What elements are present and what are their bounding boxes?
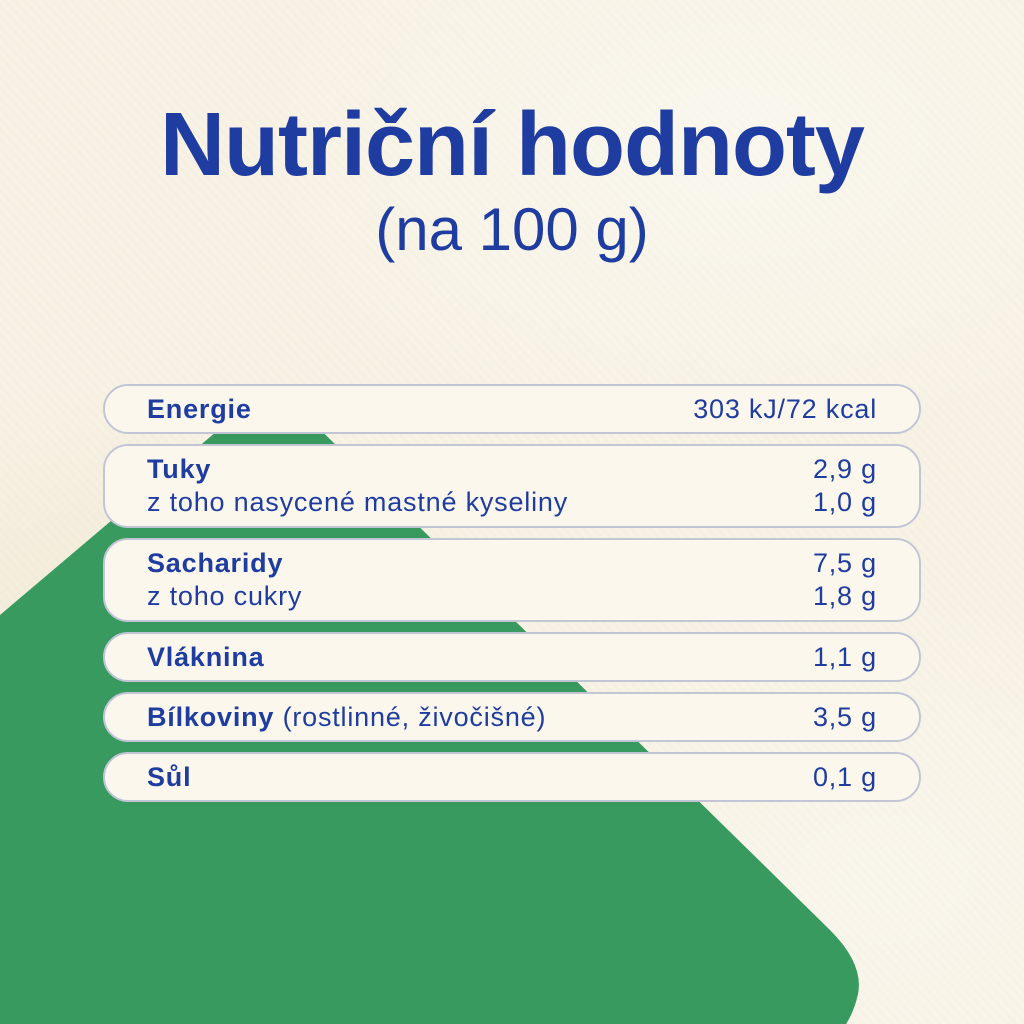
row-label: Bílkoviny	[147, 701, 275, 732]
row-sub-value: 1,8 g	[812, 581, 877, 611]
row-line	[147, 761, 877, 794]
row-label: Energie	[147, 393, 252, 424]
row-sub-label: z toho cukry	[147, 581, 303, 611]
row-subline	[147, 486, 877, 519]
row-line	[147, 701, 877, 734]
row-line	[147, 453, 877, 486]
row-value: 3,5 g	[812, 701, 877, 732]
row-label: Vláknina	[147, 641, 265, 672]
row-sub-label: z toho nasycené mastné kyseliny	[147, 487, 569, 517]
row-label: Sacharidy	[147, 548, 284, 578]
row-label-group	[147, 701, 546, 734]
row-line	[147, 393, 877, 426]
row-subline	[147, 580, 877, 613]
row-value: 1,1 g	[812, 641, 877, 672]
row-label-note: (rostlinné, živočišné)	[282, 701, 547, 732]
table-row-tuky	[103, 444, 921, 528]
table-row-sacharidy	[103, 538, 921, 622]
row-value: 2,9 g	[812, 454, 877, 484]
row-label: Tuky	[147, 454, 212, 484]
table-row-energie	[103, 384, 921, 434]
row-value: 0,1 g	[812, 761, 877, 792]
row-value: 303 kJ/72 kcal	[693, 393, 877, 424]
table-row-sul	[103, 752, 921, 802]
row-line	[147, 547, 877, 580]
row-label: Sůl	[147, 761, 192, 792]
row-value: 7,5 g	[812, 548, 877, 578]
page-header	[0, 0, 1024, 263]
row-sub-value: 1,0 g	[812, 487, 877, 517]
page-subtitle: (na 100 g)	[375, 196, 649, 263]
table-row-vlaknina	[103, 632, 921, 682]
table-row-bilkoviny	[103, 692, 921, 742]
nutrition-table	[103, 384, 921, 802]
row-line	[147, 641, 877, 674]
page-title: Nutriční hodnoty	[160, 95, 864, 195]
